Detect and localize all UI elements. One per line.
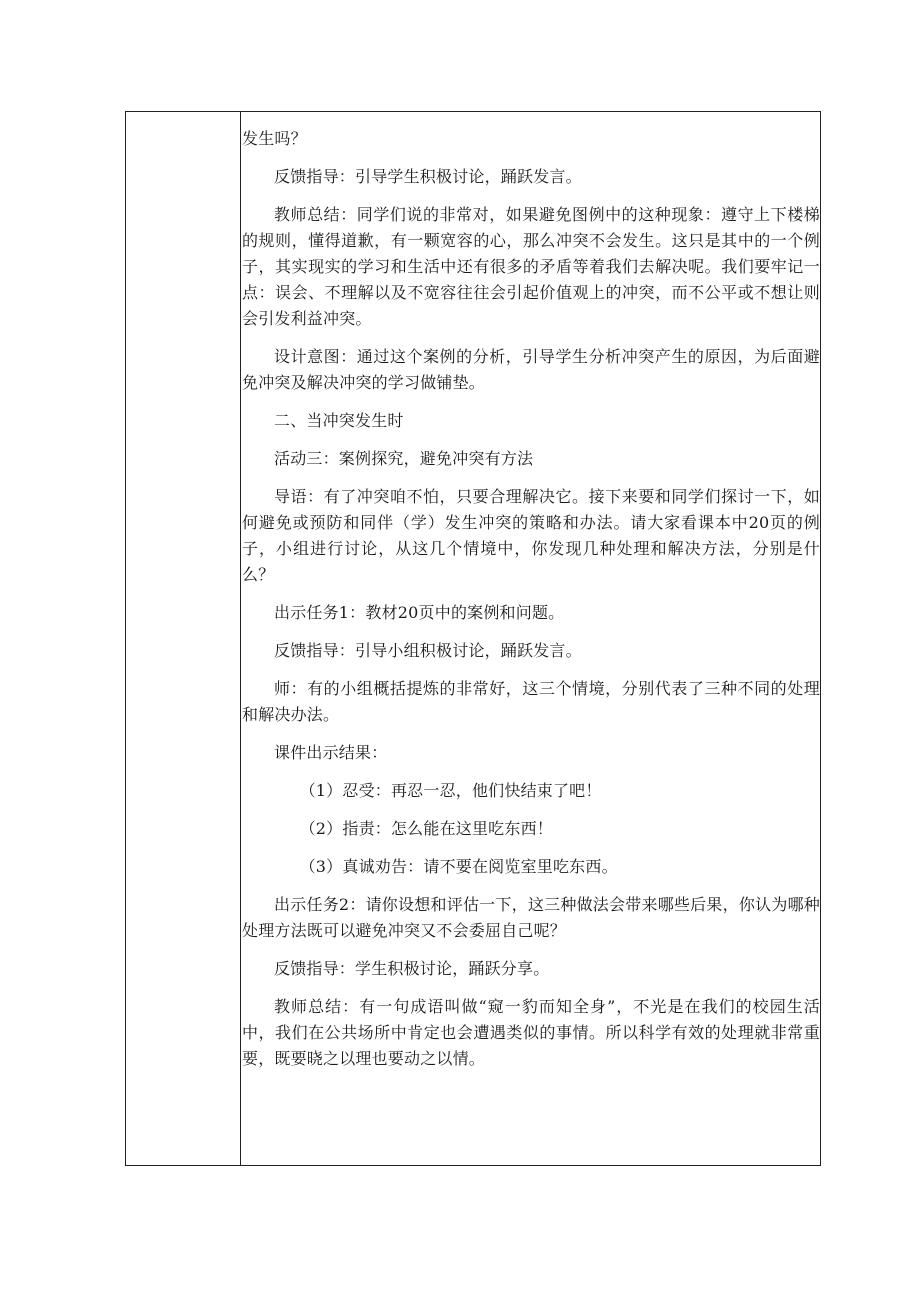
paragraph-feedback-1: 反馈指导：引导学生积极讨论，踊跃发言。: [274, 167, 582, 186]
column-divider: [240, 112, 241, 1165]
list-item-result-2: （2）指责：怎么能在这里吃东西！: [299, 819, 553, 838]
paragraph-teacher-remark: 师：有的小组概括提炼的非常好，这三个情境，分别代表了三种不同的处理和解决办法。: [242, 679, 820, 724]
section-heading: 二、当冲突发生时: [274, 411, 404, 430]
paragraph-continuation: 发生吗？: [242, 129, 307, 148]
list-item-result-1: （1）忍受：再忍一忍，他们快结束了吧！: [299, 781, 602, 800]
paragraph-task-1: 出示任务1：教材20页中的案例和问题。: [274, 603, 565, 622]
paragraph-design-intent: 设计意图：通过这个案例的分析，引导学生分析冲突产生的原因，为后面避免冲突及解决冲突的学习做铺垫。: [242, 347, 820, 392]
paragraph-intro: 导语：有了冲突咱不怕，只要合理解决它。接下来要和同学们探讨一下，如何避免或预防和同伴（学）发生冲突的策略和办法。请大家看课本中20页的例子，小组进行讨论，从这几个情境中，你发现几种处理和解决方法，分别是什么？: [242, 487, 820, 584]
list-item-result-3: （3）真诚劝告：请不要在阅览室里吃东西。: [299, 857, 618, 876]
paragraph-teacher-summary-1: 教师总结：同学们说的非常对，如果避免图例中的这种现象：遵守上下楼梯的规则，懂得道歉，有一颗宽容的心，那么冲突不会发生。这只是其中的一个例子，其实现实的学习和生活中还有很多的矛盾等着我们去解决呢。我们要牢记一点：误会、不理解以及不宽容往往会引起价值观上的冲突，而不公平或不想让则会引发利益冲突。: [242, 205, 820, 328]
activity-heading: 活动三：案例探究，避免冲突有方法: [274, 449, 534, 468]
paragraph-teacher-summary-2: 教师总结：有一句成语叫做“窥一豹而知全身”，不光是在我们的校园生活中，我们在公共场所中肯定也会遭遇类似的事情。所以科学有效的处理就非常重要，既要晓之以理也要动之以情。: [242, 997, 820, 1068]
paragraph-feedback-2: 反馈指导：引导小组积极讨论，踊跃发言。: [274, 641, 582, 660]
paragraph-task-2: 出示任务2：请你设想和评估一下，这三种做法会带来哪些后果，你认为哪种处理方法既可以避免冲突又不会委屈自己呢？: [242, 895, 820, 940]
lesson-content-cell: [242, 112, 820, 1084]
paragraph-feedback-3: 反馈指导：学生积极讨论，踊跃分享。: [274, 959, 550, 978]
lesson-table: [125, 111, 821, 1166]
paragraph-results-label: 课件出示结果：: [274, 743, 388, 762]
